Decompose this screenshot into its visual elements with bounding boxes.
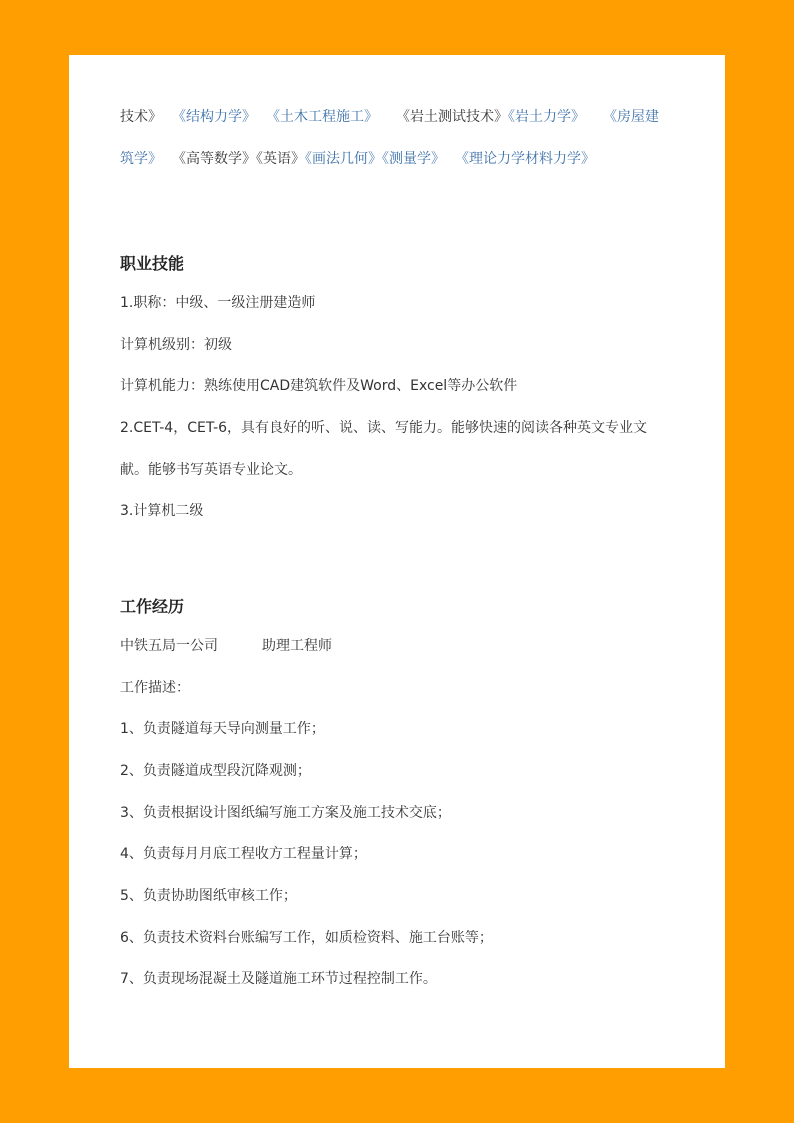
course-item: 《高等数学》 [172,151,256,167]
duty-item: 3、负责根据设计图纸编写施工方案及施工技术交底； [120,805,451,821]
duty-item: 5、负责协助图纸审核工作； [120,888,297,904]
work-description-label: 工作描述： [120,680,190,696]
course-item[interactable]: 筑学》 [120,151,162,167]
course-item[interactable]: 《房屋建 [603,109,659,125]
job-position: 助理工程师 [262,638,332,654]
course-list-line-2 [120,149,595,169]
document-page [69,55,725,1068]
course-item[interactable]: 《画法几何》 [305,151,382,167]
duty-item: 4、负责每月月底工程收方工程量计算； [120,846,367,862]
skill-item: 1.职称：中级、一级注册建造师 [120,295,316,311]
skill-item: 计算机级别：初级 [120,337,232,353]
work-entry-header [120,636,332,656]
course-item[interactable]: 《岩土力学》 [508,109,585,125]
course-item[interactable]: 《理论力学材料力学》 [455,151,595,167]
skill-item: 献。能够书写英语专业论文。 [120,462,302,478]
course-item: 《岩土测试技术》 [396,109,508,125]
course-item: 《英语》 [256,151,305,167]
duty-item: 1、负责隧道每天导向测量工作； [120,721,325,737]
course-item: 技术》 [120,109,162,125]
skill-item: 计算机能力：熟练使用CAD建筑软件及Word、Excel等办公软件 [120,378,518,394]
duty-item: 2、负责隧道成型段沉降观测； [120,763,311,779]
course-item[interactable]: 《土木工程施工》 [266,109,378,125]
duty-item: 6、负责技术资料台账编写工作，如质检资料、施工台账等； [120,930,493,946]
work-heading: 工作经历 [120,597,185,616]
duty-item: 7、负责现场混凝土及隧道施工环节过程控制工作。 [120,971,437,987]
course-item[interactable]: 《测量学》 [382,151,445,167]
course-list-line-1 [120,107,659,127]
company-name: 中铁五局一公司 [120,638,218,654]
skill-item: 2.CET-4，CET-6，具有良好的听、说、读、写能力。能够快速的阅读各种英文专业文 [120,420,648,436]
skill-item: 3.计算机二级 [120,503,204,519]
skills-heading: 职业技能 [120,254,185,273]
course-item[interactable]: 《结构力学》 [172,109,256,125]
